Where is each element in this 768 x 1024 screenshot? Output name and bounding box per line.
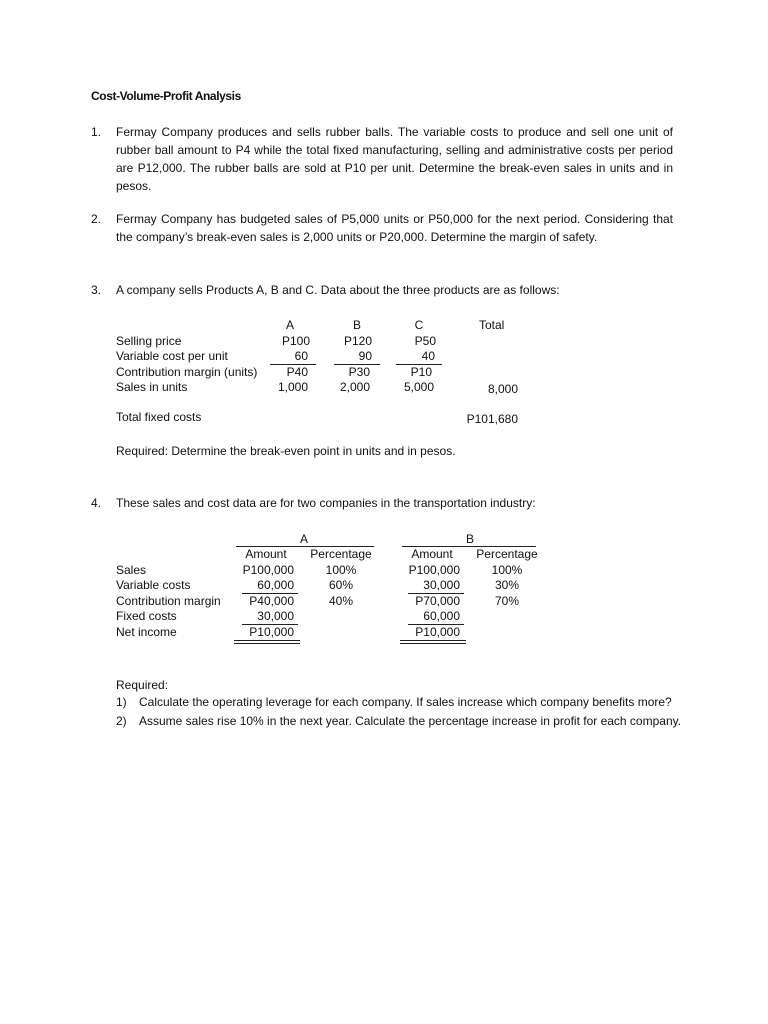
required-item-1-number: 1) xyxy=(116,695,127,709)
problem-3-number: 3. xyxy=(91,283,102,297)
company-a-header: A xyxy=(299,532,308,546)
cell: 40% xyxy=(328,594,354,608)
problem-1-number: 1. xyxy=(91,125,102,139)
percentage-header-b: Percentage xyxy=(476,547,538,561)
cell: P30 xyxy=(348,365,370,379)
percentage-header-a: Percentage xyxy=(310,547,372,561)
row-label: Sales xyxy=(116,563,147,577)
problem-2-number: 2. xyxy=(91,212,102,226)
cell: 30,000 xyxy=(257,609,294,623)
required-item-2-text: Assume sales rise 10% in the next year. Calculate the percentage increase in profit for each company. xyxy=(139,714,682,728)
double-underline xyxy=(234,640,300,644)
page-title: Cost-Volume-Profit Analysis xyxy=(91,89,241,103)
cell: 40 xyxy=(421,349,435,363)
cell: P70,000 xyxy=(415,594,460,608)
cell: P100,000 xyxy=(242,563,294,577)
required-item-2-number: 2) xyxy=(116,714,127,728)
header-b: B xyxy=(352,318,361,332)
amount-header-a: Amount xyxy=(245,547,287,561)
row-label: Variable costs xyxy=(116,578,191,592)
cell: 60 xyxy=(294,349,308,363)
cell: 2,000 xyxy=(339,380,370,394)
row-label: Sales in units xyxy=(116,380,188,394)
double-underline xyxy=(400,640,466,644)
row-label: Fixed costs xyxy=(116,609,177,623)
cell: P120 xyxy=(343,334,372,348)
problem-4-number: 4. xyxy=(91,496,102,510)
fixed-costs-label: Total fixed costs xyxy=(116,410,202,424)
cell: P10 xyxy=(410,365,432,379)
cell: P50 xyxy=(414,334,436,348)
cell: 30% xyxy=(494,578,520,592)
cell: P100 xyxy=(281,334,310,348)
cell: P10,000 xyxy=(249,625,294,639)
cell: 5,000 xyxy=(403,380,434,394)
company-b-header: B xyxy=(465,532,474,546)
required-item-1-text: Calculate the operating leverage for each company. If sales increase which company benefits more? xyxy=(139,695,672,709)
problem-4-text: These sales and cost data are for two companies in the transportation industry: xyxy=(116,496,536,510)
header-c: C xyxy=(414,318,424,332)
problem-1-text: Fermay Company produces and sells rubber balls. The variable costs to produce and sell one unit of rubber ball amount to P4 while the total fixed manufacturing, selling and administrative costs per period are P12,000. The rubber balls are sold at P10 per unit. Determine the break-even sales in units and in pesos. xyxy=(116,125,673,193)
cell: 100% xyxy=(325,563,357,577)
cell: 70% xyxy=(494,594,520,608)
header-a: A xyxy=(285,318,294,332)
amount-header-b: Amount xyxy=(411,547,453,561)
cell-total: 8,000 xyxy=(487,382,518,396)
cell: 60% xyxy=(328,578,354,592)
problem-3-required: Required: Determine the break-even point in units and in pesos. xyxy=(116,444,456,458)
problem-4-required-title: Required: xyxy=(116,678,169,692)
header-total: Total xyxy=(479,318,505,332)
problem-3-text: A company sells Products A, B and C. Data about the three products are as follows: xyxy=(116,283,560,297)
cell: P100,000 xyxy=(408,563,460,577)
cell: P10,000 xyxy=(415,625,460,639)
row-label: Contribution margin (units) xyxy=(116,365,258,379)
row-label: Net income xyxy=(116,625,177,639)
row-label: Contribution margin xyxy=(116,594,221,608)
fixed-costs-value: P101,680 xyxy=(466,412,518,426)
row-label: Selling price xyxy=(116,334,182,348)
cell: 1,000 xyxy=(277,380,308,394)
cell: P40,000 xyxy=(249,594,294,608)
cell: P40 xyxy=(286,365,308,379)
cell: 60,000 xyxy=(423,609,460,623)
row-label: Variable cost per unit xyxy=(116,349,228,363)
problem-2-text: Fermay Company has budgeted sales of P5,000 units or P50,000 for the next period. Considering that the company’s break-even sales is 2,000 units or P20,000. Determine the margin of safety. xyxy=(116,212,673,244)
cell: 90 xyxy=(358,349,372,363)
cell: 60,000 xyxy=(257,578,294,592)
cell: 100% xyxy=(491,563,523,577)
cell: 30,000 xyxy=(423,578,460,592)
